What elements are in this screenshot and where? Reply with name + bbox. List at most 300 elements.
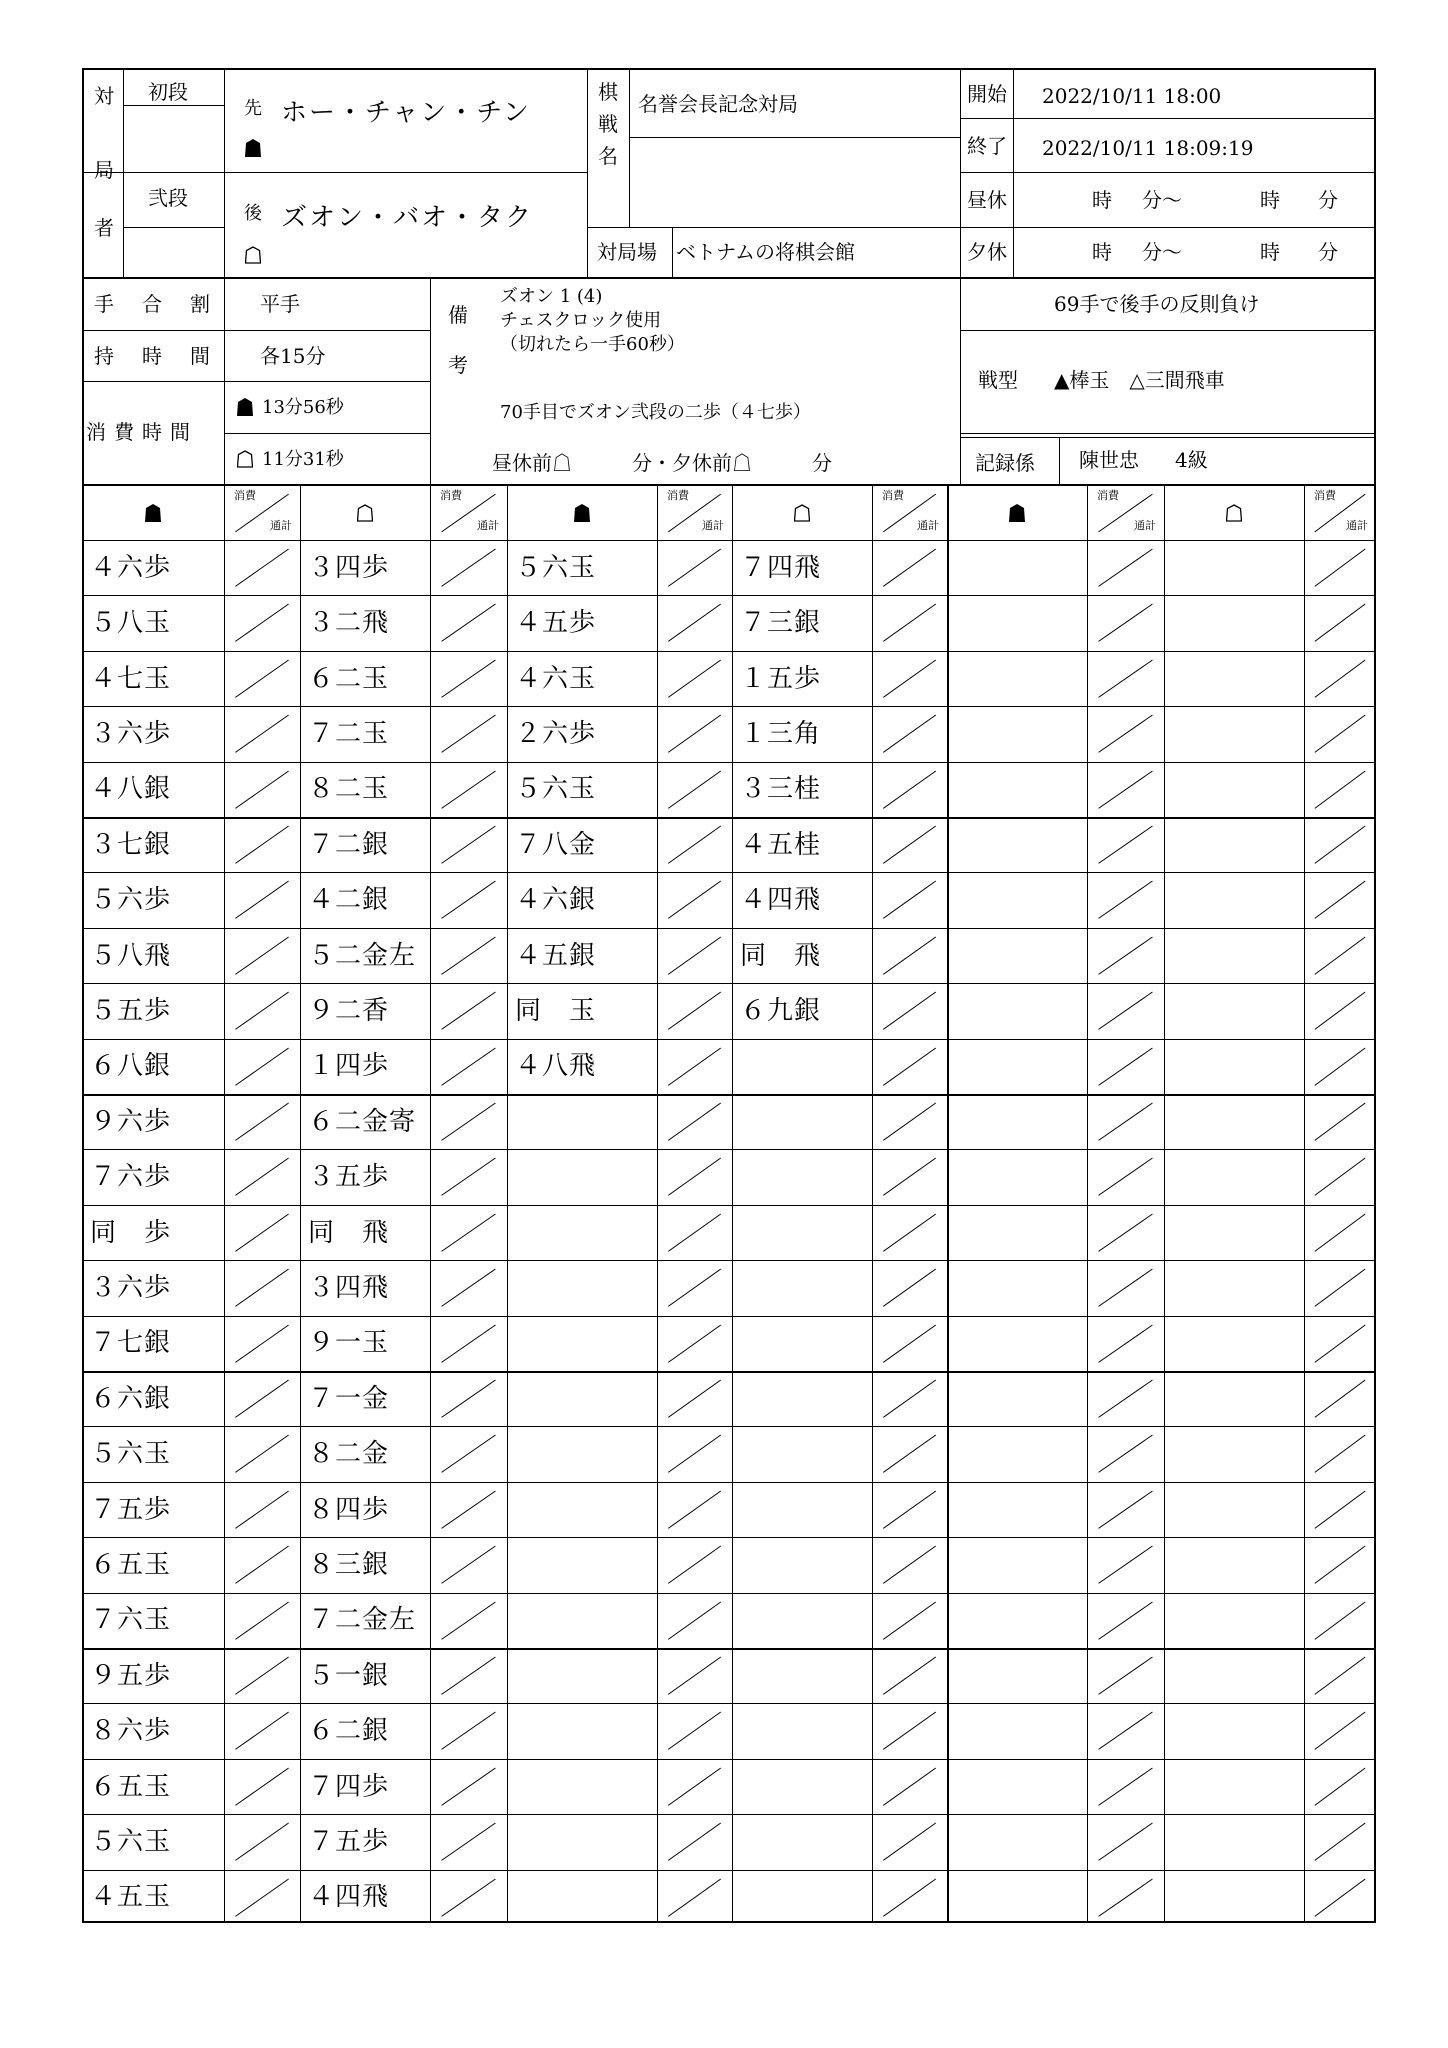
taikyokusha-label-2: 局 xyxy=(94,158,114,182)
shouhi-header: 消費 xyxy=(1314,489,1336,502)
time-cell-slash xyxy=(430,1095,507,1148)
sente-move: ９五歩 xyxy=(90,1661,172,1691)
mochijikan-label-2: 時 xyxy=(142,344,162,368)
biko-line-4: 70手目でズオン弐段の二歩（４七歩） xyxy=(500,402,811,423)
table-col-line xyxy=(300,486,301,1923)
dinner-fun: 分 xyxy=(1318,240,1338,264)
gote-move: ７二銀 xyxy=(308,830,390,860)
time-cell-slash xyxy=(1304,541,1376,594)
time-cell-slash xyxy=(657,1594,732,1647)
breaks-line: 昼休前☖ 分・夕休前☖ 分 xyxy=(492,451,832,475)
teai-value: 平手 xyxy=(260,292,300,316)
time-cell-slash xyxy=(872,929,947,982)
time-cell-slash xyxy=(1087,1095,1164,1148)
time-cell-slash xyxy=(1087,929,1164,982)
sente-move: ５六歩 xyxy=(90,885,172,915)
time-cell-slash xyxy=(872,1815,947,1868)
time-cell-slash xyxy=(1304,1483,1376,1536)
sente-piece-icon xyxy=(145,504,161,522)
gote-move: １五歩 xyxy=(740,664,822,694)
time-cell-slash xyxy=(1087,596,1164,649)
lunch-fun-from: 分〜 xyxy=(1142,188,1182,212)
biko-line-3: （切れたら一手60秒） xyxy=(500,334,685,355)
teai-label-1: 手 xyxy=(94,292,114,316)
biko-line-2: チェスクロック使用 xyxy=(500,310,662,331)
move-table xyxy=(82,486,1376,1923)
time-cell-slash xyxy=(657,1040,732,1093)
time-cell-slash xyxy=(657,929,732,982)
time-cell-slash xyxy=(224,984,300,1037)
gote-move: ３二飛 xyxy=(308,608,390,638)
time-cell-slash xyxy=(1087,1871,1164,1924)
time-cell-slash xyxy=(430,929,507,982)
gote-move: ４五桂 xyxy=(740,830,822,860)
time-cell-slash xyxy=(224,1815,300,1868)
time-cell-slash xyxy=(1304,1704,1376,1757)
sente-move: ４六銀 xyxy=(515,885,597,915)
gote-move: ７二金左 xyxy=(308,1605,417,1635)
sente-move: ３七銀 xyxy=(90,830,172,860)
time-cell-slash xyxy=(872,984,947,1037)
gote-move: ７三銀 xyxy=(740,608,822,638)
senkei-value: ▲棒玉 △三間飛車 xyxy=(1054,368,1225,392)
time-cell-slash xyxy=(430,1538,507,1591)
gote-prefix: 後 xyxy=(244,203,262,224)
time-cell-slash xyxy=(430,707,507,760)
biko-label-2: 考 xyxy=(448,353,468,377)
time-cell-slash xyxy=(1087,1372,1164,1425)
sente-move: ７七銀 xyxy=(90,1328,172,1358)
lunch-fun: 分 xyxy=(1318,188,1338,212)
tsuukei-header: 通計 xyxy=(917,519,939,532)
time-cell-slash xyxy=(430,652,507,705)
time-cell-slash xyxy=(1304,1815,1376,1868)
time-cell-slash xyxy=(657,1538,732,1591)
time-cell-slash xyxy=(872,1206,947,1259)
time-cell-slash xyxy=(224,1760,300,1813)
time-cell-slash xyxy=(657,1483,732,1536)
header-divider xyxy=(82,277,1376,279)
time-cell-slash xyxy=(430,1372,507,1425)
result: 69手で後手の反則負け xyxy=(1054,292,1260,316)
time-cell-slash xyxy=(224,596,300,649)
time-cell-slash xyxy=(657,1317,732,1370)
sente-used: 13分56秒 xyxy=(262,397,344,418)
time-cell-slash xyxy=(1304,1594,1376,1647)
time-cell-slash xyxy=(1304,1317,1376,1370)
time-cell-slash xyxy=(872,1372,947,1425)
gote-move: ６二金寄 xyxy=(308,1107,417,1137)
gote-name: ズオン・バオ・タク xyxy=(281,203,534,233)
sente-move: ６五玉 xyxy=(90,1550,172,1580)
tsuukei-header: 通計 xyxy=(1134,519,1156,532)
time-cell-slash xyxy=(430,1261,507,1314)
sente-move: ４八飛 xyxy=(515,1051,597,1081)
time-cell-slash xyxy=(430,818,507,871)
time-cell-slash xyxy=(224,1040,300,1093)
time-cell-slash xyxy=(224,1372,300,1425)
gote-move: ５一銀 xyxy=(308,1661,390,1691)
gote-move: ４四飛 xyxy=(740,885,822,915)
kirokugakari-rank: 4級 xyxy=(1175,448,1208,472)
gote-move: ９二香 xyxy=(308,996,390,1026)
sente-move: ４八銀 xyxy=(90,774,172,804)
time-cell-slash xyxy=(224,1538,300,1591)
gote-move: ８三銀 xyxy=(308,1550,390,1580)
time-cell-slash xyxy=(224,1704,300,1757)
time-cell-slash xyxy=(1304,707,1376,760)
time-cell-slash xyxy=(657,1871,732,1924)
time-cell-slash xyxy=(224,929,300,982)
time-cell-slash xyxy=(1304,652,1376,705)
time-cell-slash xyxy=(1304,763,1376,816)
sente-move: ５六玉 xyxy=(515,553,597,583)
time-cell-slash xyxy=(1304,1427,1376,1480)
time-cell-slash xyxy=(430,1649,507,1702)
time-cell-slash xyxy=(224,1261,300,1314)
time-cell-slash xyxy=(657,873,732,926)
time-cell-slash xyxy=(657,1760,732,1813)
time-cell-slash xyxy=(657,541,732,594)
time-cell-slash xyxy=(657,818,732,871)
time-cell-slash xyxy=(872,1095,947,1148)
sente-piece-icon xyxy=(237,398,253,416)
time-cell-slash xyxy=(430,1206,507,1259)
time-cell-slash xyxy=(430,1815,507,1868)
time-cell-slash xyxy=(872,596,947,649)
time-cell-slash xyxy=(1087,818,1164,871)
time-cell-slash xyxy=(224,541,300,594)
tsuukei-header: 通計 xyxy=(1346,519,1368,532)
time-cell-slash xyxy=(1087,984,1164,1037)
sente-move: ４五玉 xyxy=(90,1882,172,1912)
shouhi-label: 消費時間 xyxy=(86,420,198,444)
time-cell-slash xyxy=(657,1815,732,1868)
sente-piece-icon xyxy=(245,139,261,157)
biko-line-1: ズオン 1 (4) xyxy=(500,286,603,307)
time-cell-slash xyxy=(430,763,507,816)
mochijikan-value: 各15分 xyxy=(260,344,326,368)
time-cell-slash xyxy=(1304,929,1376,982)
sente-move: ６六銀 xyxy=(90,1384,172,1414)
time-cell-slash xyxy=(1087,1150,1164,1203)
sente-move: ５八飛 xyxy=(90,941,172,971)
time-cell-slash xyxy=(224,1206,300,1259)
biko-label-1: 備 xyxy=(448,303,468,327)
time-cell-slash xyxy=(224,652,300,705)
sente-move: ３六歩 xyxy=(90,1273,172,1303)
dinner-fun-from: 分〜 xyxy=(1142,240,1182,264)
teai-label-3: 割 xyxy=(190,292,210,316)
time-cell-slash xyxy=(224,1317,300,1370)
time-cell-slash xyxy=(430,1483,507,1536)
time-cell-slash xyxy=(430,1427,507,1480)
time-cell-slash xyxy=(872,1704,947,1757)
time-cell-slash xyxy=(657,1372,732,1425)
sente-prefix: 先 xyxy=(244,98,262,119)
gote-move: ４二銀 xyxy=(308,885,390,915)
time-cell-slash xyxy=(1304,984,1376,1037)
gote-move: ８四歩 xyxy=(308,1495,390,1525)
gote-piece-icon xyxy=(1226,504,1242,522)
tsuukei-header: 通計 xyxy=(477,519,499,532)
gote-move: ５二金左 xyxy=(308,941,417,971)
sente-move: ３六歩 xyxy=(90,719,172,749)
time-cell-slash xyxy=(430,1317,507,1370)
gote-move: ９一玉 xyxy=(308,1328,390,1358)
sente-move: ４六玉 xyxy=(515,664,597,694)
sente-move: ９六歩 xyxy=(90,1107,172,1137)
taikyokusha-label-3: 者 xyxy=(94,216,114,240)
time-cell-slash xyxy=(430,1704,507,1757)
time-cell-slash xyxy=(872,541,947,594)
time-cell-slash xyxy=(1087,1483,1164,1536)
time-cell-slash xyxy=(872,1261,947,1314)
gote-move: 同 飛 xyxy=(740,941,822,971)
time-cell-slash xyxy=(872,1150,947,1203)
table-block-divider xyxy=(947,486,949,1923)
time-cell-slash xyxy=(657,652,732,705)
time-cell-slash xyxy=(1087,1206,1164,1259)
sente-move: ７六玉 xyxy=(90,1605,172,1635)
time-cell-slash xyxy=(657,1427,732,1480)
senkei-label: 戦型 xyxy=(978,368,1018,392)
time-cell-slash xyxy=(657,596,732,649)
time-cell-slash xyxy=(430,873,507,926)
time-cell-slash xyxy=(224,1427,300,1480)
gote-piece-icon xyxy=(245,246,261,264)
time-cell-slash xyxy=(1304,1372,1376,1425)
lunch-ji-2: 時 xyxy=(1260,188,1280,212)
time-cell-slash xyxy=(657,1261,732,1314)
sente-move: ６五玉 xyxy=(90,1772,172,1802)
kirokugakari-name: 陳世忠 xyxy=(1079,448,1139,472)
time-cell-slash xyxy=(1087,1594,1164,1647)
table-col-line xyxy=(1164,486,1165,1923)
kisenmei-label-3: 名 xyxy=(598,144,618,168)
sente-move: ７六歩 xyxy=(90,1162,172,1192)
time-cell-slash xyxy=(1087,1538,1164,1591)
dinner-label: 夕休 xyxy=(967,240,1007,264)
gote-move: 同 飛 xyxy=(308,1218,390,1248)
time-cell-slash xyxy=(1087,707,1164,760)
taikyokusha-label-1: 対 xyxy=(94,84,114,108)
time-cell-slash xyxy=(224,1095,300,1148)
sente-move: ５六玉 xyxy=(90,1439,172,1469)
sente-piece-icon xyxy=(574,504,590,522)
border-top xyxy=(82,68,1376,70)
kisenmei-label-1: 棋 xyxy=(598,80,618,104)
sente-piece-icon xyxy=(1009,504,1025,522)
venue-label: 対局場 xyxy=(597,240,657,264)
tsuukei-header: 通計 xyxy=(702,519,724,532)
time-cell-slash xyxy=(430,1150,507,1203)
shouhi-header: 消費 xyxy=(667,489,689,502)
time-cell-slash xyxy=(1304,1206,1376,1259)
time-cell-slash xyxy=(224,1649,300,1702)
time-cell-slash xyxy=(1087,1760,1164,1813)
sente-move: 同 玉 xyxy=(515,996,597,1026)
time-cell-slash xyxy=(430,1871,507,1924)
sente-move: ４六歩 xyxy=(90,553,172,583)
gote-move: １四歩 xyxy=(308,1051,390,1081)
time-cell-slash xyxy=(872,1538,947,1591)
kisenmei-label-2: 戦 xyxy=(598,112,618,136)
time-cell-slash xyxy=(1304,596,1376,649)
time-cell-slash xyxy=(1304,1261,1376,1314)
gote-move: ８二金 xyxy=(308,1439,390,1469)
sente-move: ２六歩 xyxy=(515,719,597,749)
time-cell-slash xyxy=(224,873,300,926)
shouhi-header: 消費 xyxy=(882,489,904,502)
kisenmei-value: 名誉会長記念対局 xyxy=(638,92,798,116)
gote-piece-icon xyxy=(237,450,253,468)
gote-move: ７一金 xyxy=(308,1384,390,1414)
sente-move: ５六玉 xyxy=(90,1827,172,1857)
gote-move: ６二玉 xyxy=(308,664,390,694)
time-cell-slash xyxy=(1304,1150,1376,1203)
end-label: 終了 xyxy=(967,134,1007,158)
sente-move: ５五歩 xyxy=(90,996,172,1026)
gote-move: ６九銀 xyxy=(740,996,822,1026)
sente-move: ４七玉 xyxy=(90,664,172,694)
time-cell-slash xyxy=(224,1150,300,1203)
time-cell-slash xyxy=(872,763,947,816)
time-cell-slash xyxy=(872,1871,947,1924)
sente-move: ６八銀 xyxy=(90,1051,172,1081)
time-cell-slash xyxy=(430,1040,507,1093)
time-cell-slash xyxy=(872,1317,947,1370)
sente-name: ホー・チャン・チン xyxy=(281,98,531,128)
time-cell-slash xyxy=(872,652,947,705)
shouhi-header: 消費 xyxy=(440,489,462,502)
gote-move: ７四歩 xyxy=(308,1772,390,1802)
gote-piece-icon xyxy=(794,504,810,522)
sente-move: 同 歩 xyxy=(90,1218,172,1248)
gote-move: ３四歩 xyxy=(308,553,390,583)
sente-move: ７五歩 xyxy=(90,1495,172,1525)
mochijikan-label-3: 間 xyxy=(190,344,210,368)
time-cell-slash xyxy=(224,818,300,871)
time-cell-slash xyxy=(430,1760,507,1813)
time-cell-slash xyxy=(657,984,732,1037)
shouhi-header: 消費 xyxy=(234,489,256,502)
gote-move: ７二玉 xyxy=(308,719,390,749)
sente-rank: 初段 xyxy=(148,80,188,104)
end-value: 2022/10/11 18:09:19 xyxy=(1042,136,1254,160)
time-cell-slash xyxy=(1304,873,1376,926)
sente-move: ４五銀 xyxy=(515,941,597,971)
gote-move: ７五歩 xyxy=(308,1827,390,1857)
teai-label-2: 合 xyxy=(142,292,162,316)
gote-move: ８二玉 xyxy=(308,774,390,804)
gote-move: ３五歩 xyxy=(308,1162,390,1192)
time-cell-slash xyxy=(872,1483,947,1536)
gote-rank: 弐段 xyxy=(148,186,188,210)
kirokugakari-label: 記録係 xyxy=(975,451,1035,475)
time-cell-slash xyxy=(872,1040,947,1093)
time-cell-slash xyxy=(657,1095,732,1148)
gote-move: ６二銀 xyxy=(308,1716,390,1746)
lunch-ji: 時 xyxy=(1092,188,1112,212)
time-cell-slash xyxy=(657,1150,732,1203)
table-col-line xyxy=(507,486,508,1923)
time-cell-slash xyxy=(1087,1317,1164,1370)
time-cell-slash xyxy=(1304,1871,1376,1924)
sente-move: ５六玉 xyxy=(515,774,597,804)
dinner-ji-2: 時 xyxy=(1260,240,1280,264)
time-cell-slash xyxy=(430,984,507,1037)
start-label: 開始 xyxy=(967,82,1007,106)
time-cell-slash xyxy=(430,541,507,594)
time-cell-slash xyxy=(872,1427,947,1480)
table-col-line xyxy=(732,486,733,1923)
gote-move: ３四飛 xyxy=(308,1273,390,1303)
kifu-sheet xyxy=(82,68,1376,1923)
time-cell-slash xyxy=(1087,1704,1164,1757)
time-cell-slash xyxy=(224,1871,300,1924)
time-cell-slash xyxy=(1304,1538,1376,1591)
time-cell-slash xyxy=(1087,1649,1164,1702)
time-cell-slash xyxy=(1087,1427,1164,1480)
time-cell-slash xyxy=(657,1704,732,1757)
gote-move: ７四飛 xyxy=(740,553,822,583)
time-cell-slash xyxy=(224,1594,300,1647)
time-cell-slash xyxy=(1087,763,1164,816)
time-cell-slash xyxy=(1304,1095,1376,1148)
sente-move: ４五歩 xyxy=(515,608,597,638)
gote-move: １三角 xyxy=(740,719,822,749)
time-cell-slash xyxy=(872,873,947,926)
time-cell-slash xyxy=(1087,1261,1164,1314)
time-cell-slash xyxy=(1087,1815,1164,1868)
sente-move: ７八金 xyxy=(515,830,597,860)
venue-value: ベトナムの将棋会館 xyxy=(676,240,855,264)
time-cell-slash xyxy=(430,1594,507,1647)
start-value: 2022/10/11 18:00 xyxy=(1042,84,1222,108)
time-cell-slash xyxy=(1087,1040,1164,1093)
time-cell-slash xyxy=(1304,1649,1376,1702)
time-cell-slash xyxy=(224,707,300,760)
time-cell-slash xyxy=(872,707,947,760)
time-cell-slash xyxy=(872,1760,947,1813)
time-cell-slash xyxy=(1304,1040,1376,1093)
time-cell-slash xyxy=(1087,873,1164,926)
time-cell-slash xyxy=(872,1649,947,1702)
sente-move: ５八玉 xyxy=(90,608,172,638)
time-cell-slash xyxy=(1087,541,1164,594)
time-cell-slash xyxy=(1304,1760,1376,1813)
shouhi-header: 消費 xyxy=(1097,489,1119,502)
time-cell-slash xyxy=(657,707,732,760)
time-cell-slash xyxy=(430,596,507,649)
time-cell-slash xyxy=(872,818,947,871)
tsuukei-header: 通計 xyxy=(270,519,292,532)
gote-piece-icon xyxy=(357,504,373,522)
gote-used: 11分31秒 xyxy=(262,449,344,470)
time-cell-slash xyxy=(872,1594,947,1647)
time-cell-slash xyxy=(224,1483,300,1536)
dinner-ji: 時 xyxy=(1092,240,1112,264)
sente-move: ８六歩 xyxy=(90,1716,172,1746)
time-cell-slash xyxy=(657,763,732,816)
time-cell-slash xyxy=(1087,652,1164,705)
time-cell-slash xyxy=(1304,818,1376,871)
time-cell-slash xyxy=(657,1206,732,1259)
time-cell-slash xyxy=(657,1649,732,1702)
gote-move: ４四飛 xyxy=(308,1882,390,1912)
gote-move: ３三桂 xyxy=(740,774,822,804)
